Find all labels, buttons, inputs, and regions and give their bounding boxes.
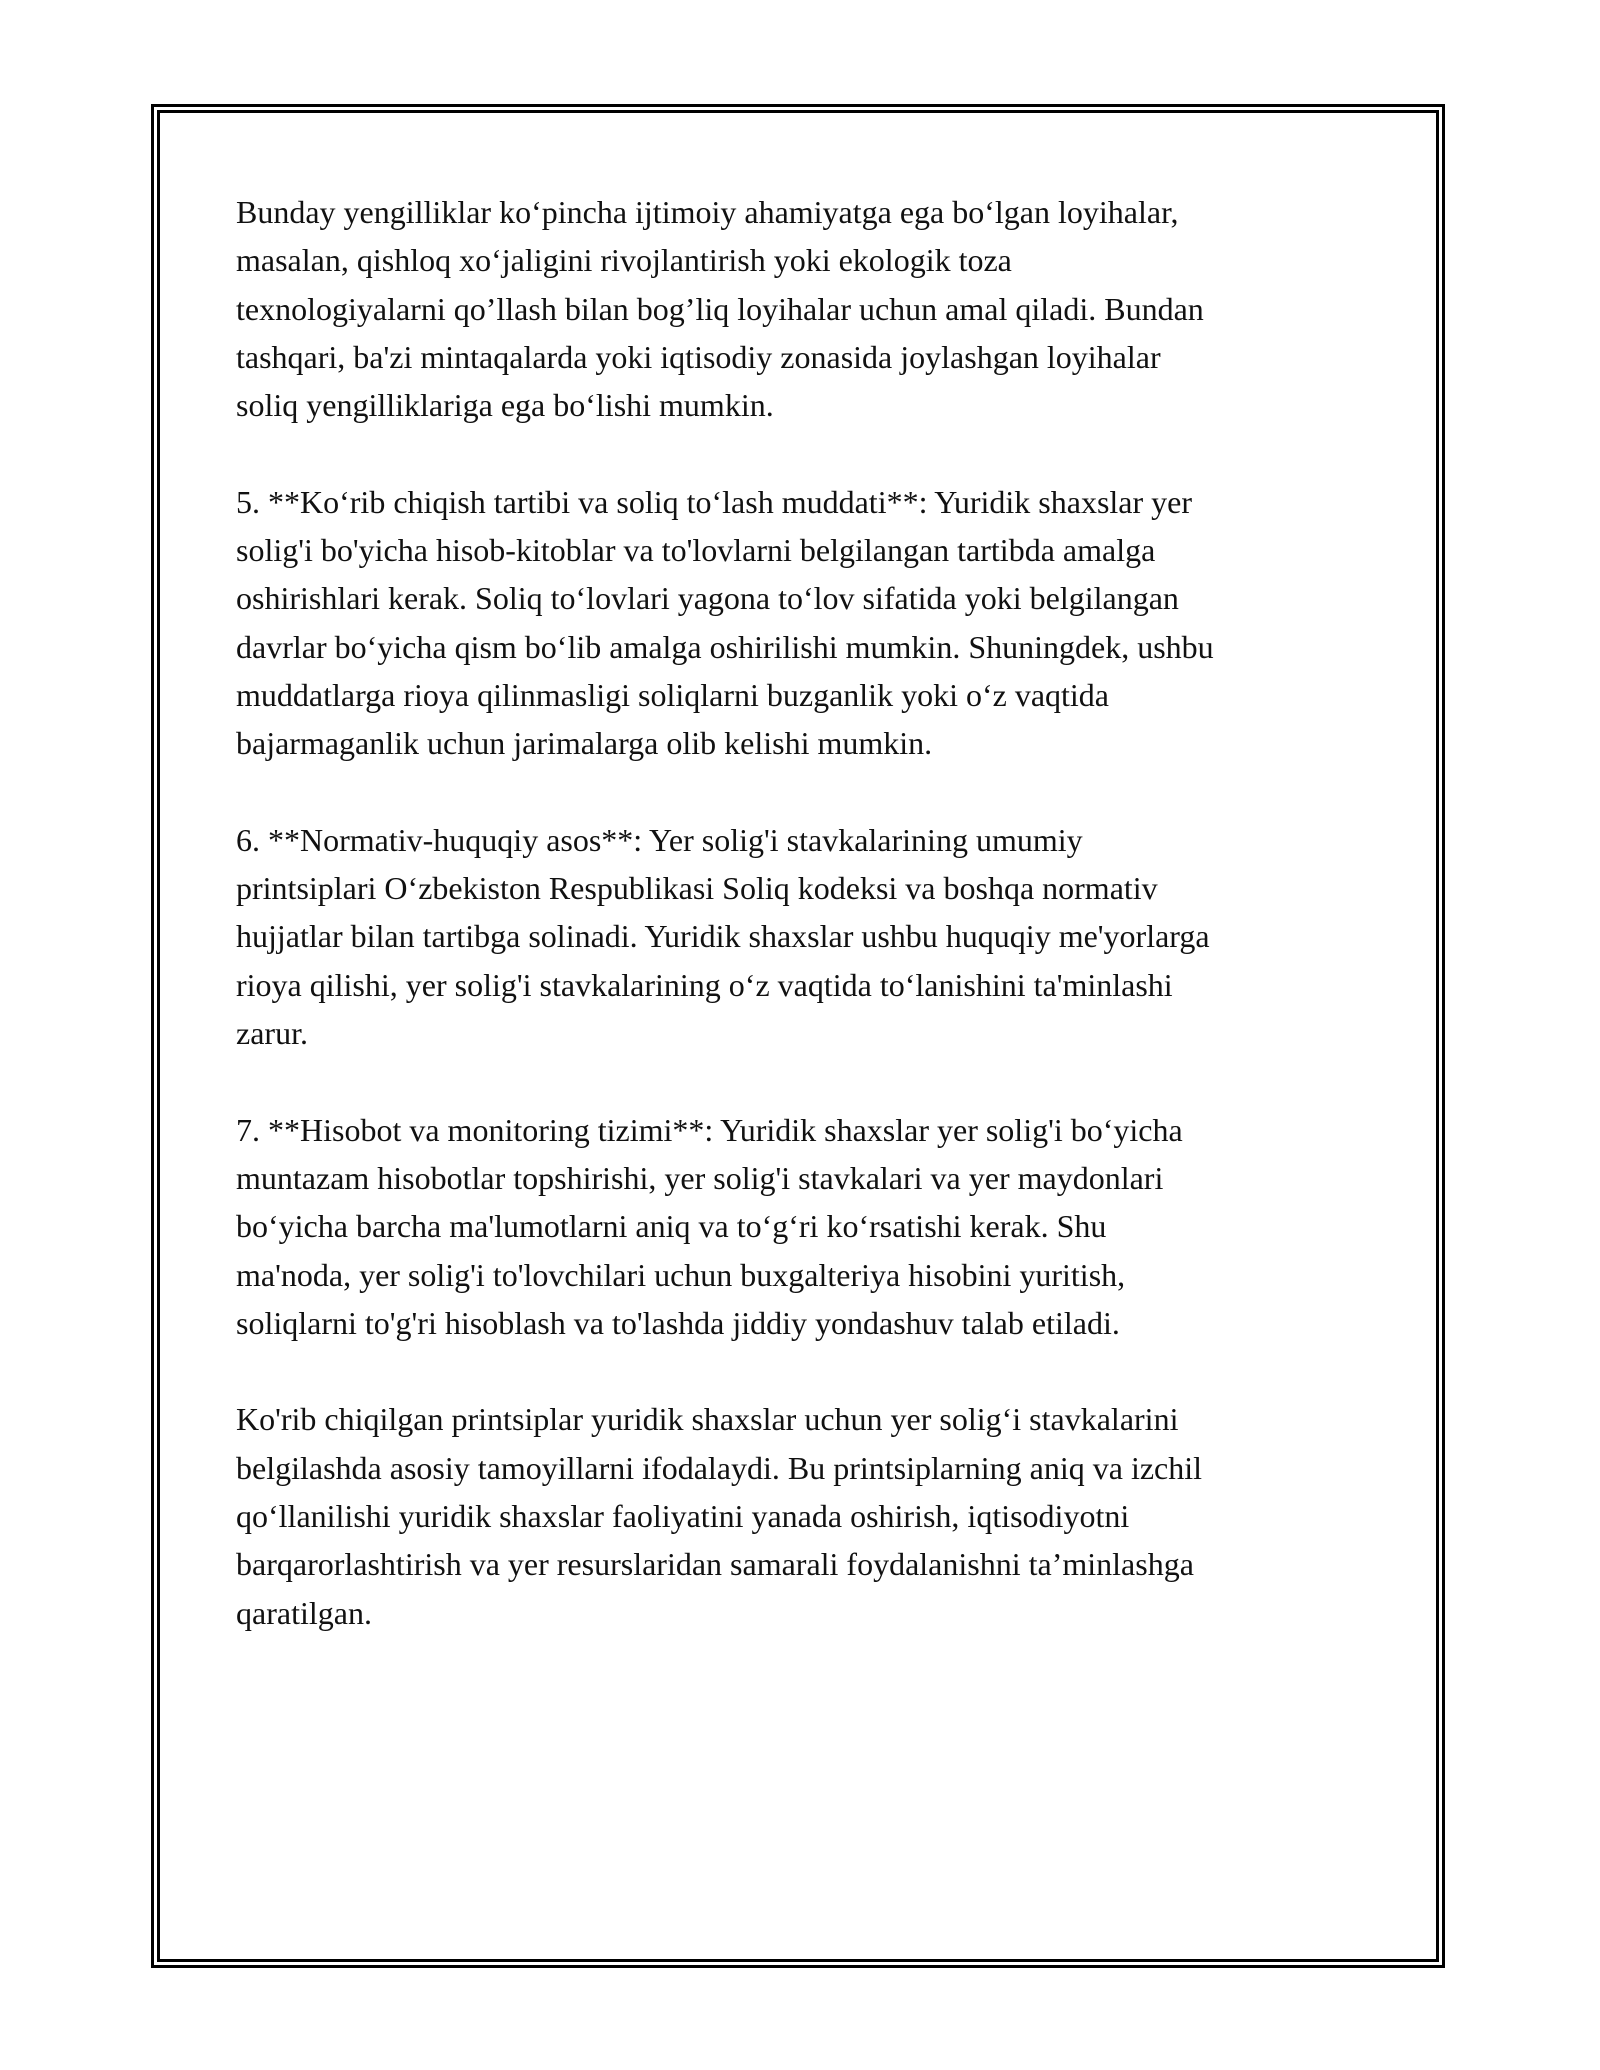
paragraph-item-5: 5. **Ko‘rib chiqish tartibi va soliq to‘lash muddati**: Yuridik shaxslar yer solig'i bo'yicha hisob-kitoblar va to'lovlarni belgilangan tartibda amalga oshirishlari kerak. Soliq to‘lovlari yagona to‘lov sifatida yoki belgilangan davrlar bo‘yicha qism bo‘lib amalga oshirilishi mumkin. Shuningdek, ushbu muddatlarga rioya qilinmasligi soliqlarni buzganlik yoki o‘z vaqtida bajarmaganlik uchun jarimalarga olib kelishi mumkin.	[236, 483, 1214, 762]
paragraph-item-7: 7. **Hisobot va monitoring tizimi**: Yuridik shaxslar yer solig'i bo‘yicha muntazam hisobotlar topshirishi, yer solig'i stavkalari va yer maydonlari bo‘yicha barcha ma'lumotlarni aniq va to‘g‘ri ko‘rsatishi kerak. Shu ma'noda, yer solig'i to'lovchilari uchun buxgalteriya hisobini yuritish, soliqlarni to'g'ri hisoblash va to'lashda jiddiy yondashuv talab etiladi.	[236, 1111, 1183, 1341]
paragraph-item-6: 6. **Normativ-huquqiy asos**: Yer solig'i stavkalarining umumiy printsiplari O‘zbekiston Respublikasi Soliq kodeksi va boshqa normativ hujjatlar bilan tartibga solinadi. Yuridik shaxslar ushbu huquqiy me'yorlarga rioya qilishi, yer solig'i stavkalarining o‘z vaqtida to‘lanishini ta'minlashi zarur.	[236, 821, 1210, 1052]
paragraph-intro: Bunday yengilliklar ko‘pincha ijtimoiy ahamiyatga ega bo‘lgan loyihalar, masalan, qishloq xo‘jaligini rivojlantirish yoki ekologik toza texnologiyalarni qo’llash bilan bog’liq loyihalar uchun amal qiladi. Bundan tashqari, ba'zi mintaqalarda yoki iqtisodiy zonasida joylashgan loyihalar soliq yengilliklariga ega bo‘lishi mumkin.	[236, 194, 1204, 424]
document-body	[236, 188, 1366, 1685]
paragraph-conclusion: Ko'rib chiqilgan printsiplar yuridik shaxslar uchun yer solig‘i stavkalarini belgilashda asosiy tamoyillarni ifodalaydi. Bu printsiplarning aniq va izchil qo‘llanilishi yuridik shaxslar faoliyatini yanada oshirish, iqtisodiyotni barqarorlashtirish va yer resurslaridan samarali foydalanishni ta’minlashga qaratilgan.	[236, 1401, 1203, 1631]
